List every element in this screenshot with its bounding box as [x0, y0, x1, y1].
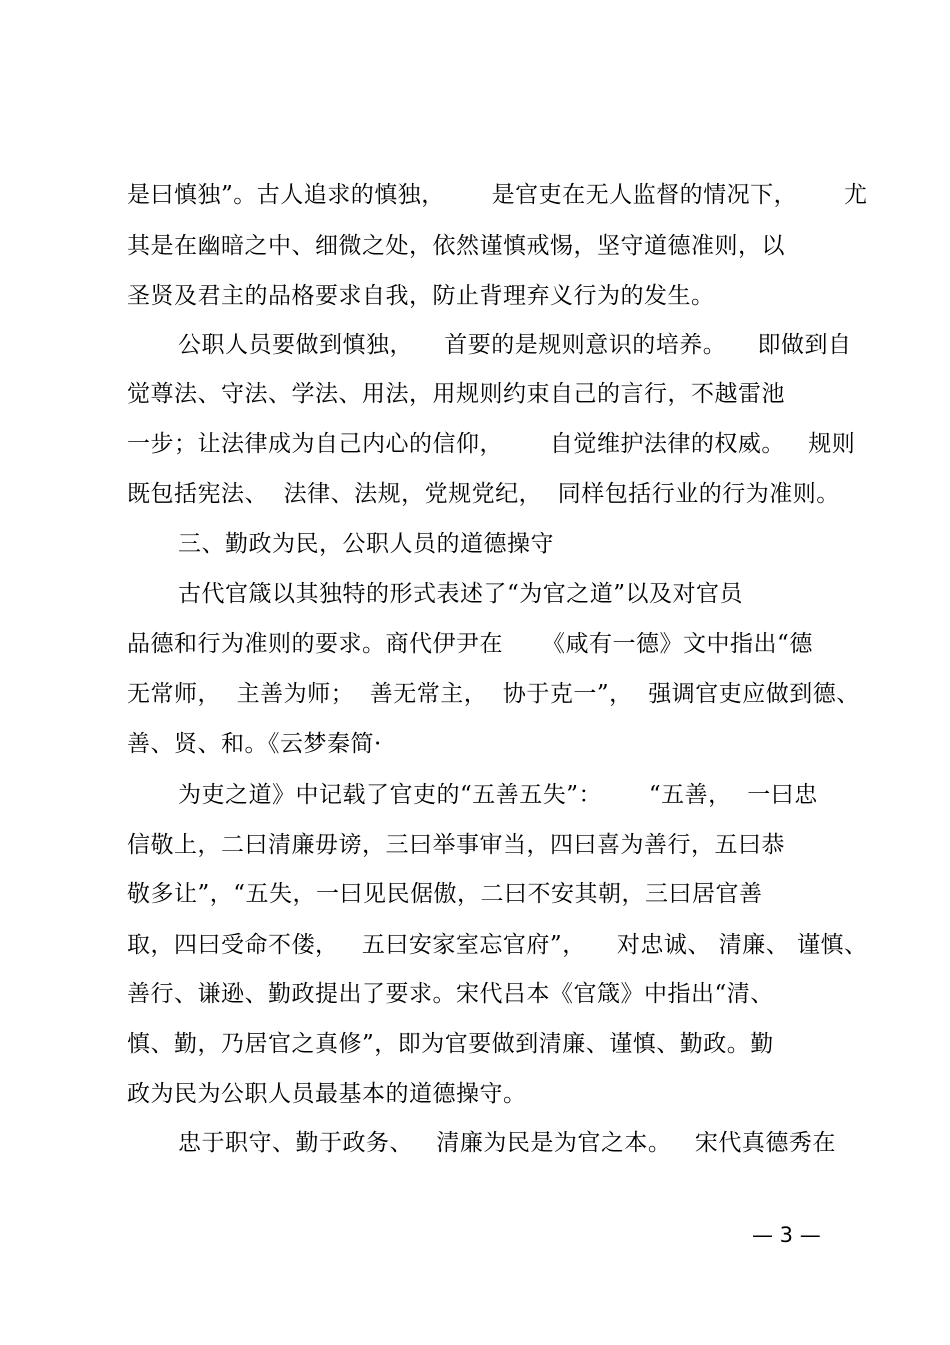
text-line-14: 信敬上，二曰清廉毋谤，三曰举事审当，四曰喜为善行，五曰恭 — [127, 832, 785, 858]
text-line-2: 其是在幽暗之中、细微之处，依然谨慎戒惕，坚守道德准则，以 — [127, 233, 785, 259]
text-line-7: 既包括宪法、 法律、法规，党规党纪， 同样包括行业的行为准则。 — [127, 481, 840, 507]
section-heading: 三、勤政为民，公职人员的道德操守 — [178, 531, 554, 557]
text-line-3: 圣贤及君主的品格要求自我，防止背理弃义行为的发生。 — [127, 283, 715, 309]
text-line-11: 无常师， 主善为师； 善无常主， 协于克一”， 强调官吏应做到德、 — [127, 681, 860, 707]
page-number: — 3 — — [752, 1223, 821, 1247]
text-line-19: 政为民为公职人员最基本的道德操守。 — [127, 1081, 527, 1107]
text-line-17: 善行、谦逊、勤政提出了要求。宋代吕本《官箴》中指出“清、 — [127, 981, 774, 1007]
text-line-5: 觉尊法、守法、学法、用法，用规则约束自己的言行，不越雷池 — [127, 381, 785, 407]
text-line-1: 是曰慎独”。古人追求的慎独， 是官吏在无人监督的情况下， 尤 — [127, 182, 868, 208]
text-line-15: 敬多让”，“五失，一曰见民倨傲，二曰不安其朝，三曰居官善 — [127, 881, 763, 907]
text-line-4: 公职人员要做到慎独， 首要的是规则意识的培养。 即做到自 — [178, 332, 852, 358]
text-line-12: 善、贤、和。《云梦秦简· — [127, 731, 382, 757]
text-line-6: 一步；让法律成为自己内心的信仰， 自觉维护法律的权威。 规则 — [127, 431, 856, 457]
text-line-9: 古代官箴以其独特的形式表述了“为官之道”以及对官员 — [178, 581, 744, 607]
text-line-13: 为吏之道》中记载了官吏的“五善五失”： “五善， 一曰忠 — [178, 782, 818, 808]
text-line-16: 取，四曰受命不偻， 五曰安家室忘官府”， 对忠诚、 清廉、 谨慎、 — [127, 932, 868, 958]
text-line-18: 慎、勤，乃居官之真修”，即为官要做到清廉、谨慎、勤政。勤 — [127, 1031, 774, 1057]
text-line-20: 忠于职守、勤于政务、 清廉为民是为官之本。 宋代真德秀在 — [178, 1130, 836, 1156]
text-line-10: 品德和行为准则的要求。商代伊尹在 《咸有一德》文中指出“德 — [127, 631, 813, 657]
